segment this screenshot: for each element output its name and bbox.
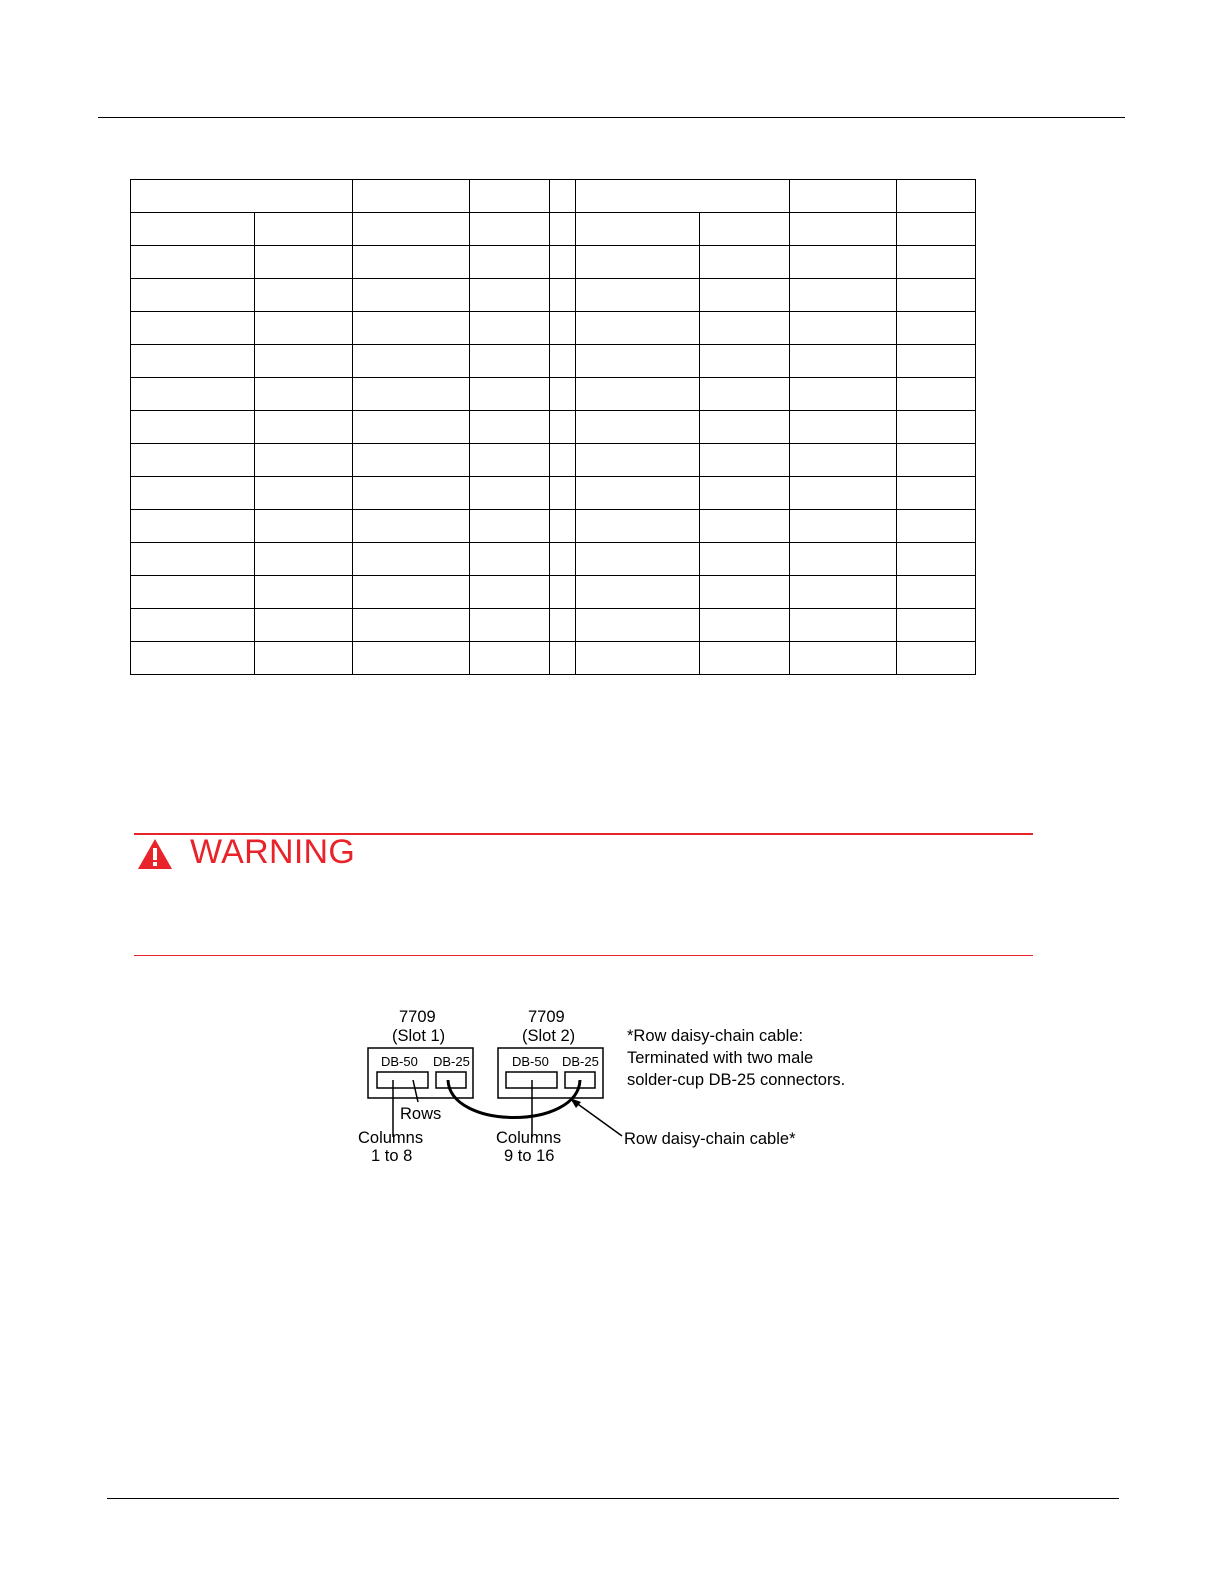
table-cell [255, 246, 353, 279]
table-row [131, 279, 976, 312]
table-cell [353, 543, 470, 576]
table-cell [700, 378, 790, 411]
table-cell [550, 312, 576, 345]
table-cell [255, 378, 353, 411]
table-cell [790, 246, 897, 279]
warning-title: WARNING [190, 833, 356, 871]
columns2-label-line2: 9 to 16 [504, 1147, 555, 1165]
table-cell [353, 180, 470, 213]
table-cell [255, 477, 353, 510]
table-cell [353, 609, 470, 642]
table-cell [897, 411, 976, 444]
module1-db25-label: DB-25 [433, 1054, 470, 1069]
table-cell [550, 609, 576, 642]
table-cell [131, 213, 255, 246]
columns1-label-line1: Columns [358, 1129, 424, 1147]
table-cell [700, 477, 790, 510]
table-cell [255, 213, 353, 246]
table-cell [353, 477, 470, 510]
table-cell [897, 477, 976, 510]
table-cell [790, 279, 897, 312]
table-row [131, 477, 976, 510]
table-cell [353, 510, 470, 543]
table-cell [353, 213, 470, 246]
table-row [131, 642, 976, 675]
table-cell [790, 180, 897, 213]
table-cell [470, 213, 550, 246]
table-cell [700, 642, 790, 675]
table-cell [700, 576, 790, 609]
table-cell [700, 609, 790, 642]
table-cell [790, 411, 897, 444]
table-cell [790, 642, 897, 675]
table-cell [470, 609, 550, 642]
module1-model: 7709 [399, 1008, 436, 1026]
cable-leader [575, 1102, 622, 1136]
table-cell [897, 543, 976, 576]
module1-db25-connector [436, 1072, 466, 1088]
table-cell [576, 213, 700, 246]
table-cell [790, 543, 897, 576]
table-cell [576, 312, 700, 345]
table-cell [790, 609, 897, 642]
table-cell [897, 609, 976, 642]
table-cell [700, 510, 790, 543]
table-cell [131, 279, 255, 312]
table-cell [897, 345, 976, 378]
table-cell [576, 180, 790, 213]
table-cell [790, 510, 897, 543]
module2-db25-label: DB-25 [562, 1054, 599, 1069]
table-cell [131, 345, 255, 378]
table-cell [470, 642, 550, 675]
table-cell [897, 378, 976, 411]
table-cell [255, 642, 353, 675]
table-cell [790, 312, 897, 345]
table-cell [550, 642, 576, 675]
table-cell [255, 345, 353, 378]
table-row [131, 543, 976, 576]
table-cell [131, 246, 255, 279]
table-cell [470, 246, 550, 279]
module2-db50-label: DB-50 [512, 1054, 549, 1069]
warning-bottom-rule [134, 955, 1033, 956]
table-cell [470, 345, 550, 378]
table-cell [353, 576, 470, 609]
pin-table [130, 179, 976, 675]
table-cell [255, 411, 353, 444]
table-row [131, 411, 976, 444]
table-cell [131, 444, 255, 477]
table-row [131, 444, 976, 477]
table-cell [470, 477, 550, 510]
table-cell [131, 609, 255, 642]
table-cell [255, 312, 353, 345]
table-cell [131, 411, 255, 444]
table-header-row [131, 213, 976, 246]
table-cell [897, 180, 976, 213]
table-cell [131, 312, 255, 345]
table-cell [576, 378, 700, 411]
table-cell [897, 279, 976, 312]
table-cell [353, 279, 470, 312]
table-cell [550, 477, 576, 510]
table-cell [700, 213, 790, 246]
table-cell [550, 279, 576, 312]
table-cell [790, 378, 897, 411]
footer-rule [107, 1498, 1119, 1499]
table-cell [470, 411, 550, 444]
module1-db50-connector [377, 1072, 428, 1088]
table-cell [576, 477, 700, 510]
table-cell [550, 576, 576, 609]
table-cell [131, 642, 255, 675]
table-cell [576, 246, 700, 279]
columns1-label-line2: 1 to 8 [371, 1147, 413, 1165]
table-cell [353, 642, 470, 675]
table-cell [576, 279, 700, 312]
table-cell [897, 213, 976, 246]
table-cell [790, 576, 897, 609]
table-cell [353, 444, 470, 477]
table-cell [550, 411, 576, 444]
module2-model: 7709 [528, 1008, 565, 1026]
table-cell [790, 444, 897, 477]
table-cell [576, 609, 700, 642]
table-cell [700, 279, 790, 312]
table-row [131, 609, 976, 642]
module1-slot: (Slot 1) [392, 1027, 446, 1045]
table-cell [576, 411, 700, 444]
table-row [131, 312, 976, 345]
table-cell [576, 510, 700, 543]
table-cell [470, 180, 550, 213]
cable-note-line2: Terminated with two male [627, 1049, 814, 1067]
table-cell [576, 576, 700, 609]
table-row [131, 510, 976, 543]
table-cell [550, 180, 576, 213]
table-row [131, 576, 976, 609]
cable-note-line3: solder-cup DB-25 connectors. [627, 1071, 846, 1089]
table-cell [700, 246, 790, 279]
table-cell [131, 378, 255, 411]
table-cell [131, 576, 255, 609]
table-cell [470, 378, 550, 411]
table-cell [700, 312, 790, 345]
table-cell [353, 378, 470, 411]
table-cell [700, 444, 790, 477]
cable-label: Row daisy-chain cable* [624, 1130, 796, 1148]
table-cell [790, 345, 897, 378]
table-cell [700, 543, 790, 576]
table-cell [353, 411, 470, 444]
table-cell [470, 444, 550, 477]
columns2-label-line1: Columns [496, 1129, 562, 1147]
table-cell [550, 246, 576, 279]
table-cell [131, 477, 255, 510]
table-cell [470, 510, 550, 543]
table-cell [897, 576, 976, 609]
table-cell [790, 213, 897, 246]
table-cell [255, 609, 353, 642]
table-cell [131, 543, 255, 576]
table-cell [576, 642, 700, 675]
table-cell [470, 576, 550, 609]
table-cell [897, 642, 976, 675]
cable-leader-arrowhead [570, 1098, 581, 1108]
table-cell [470, 279, 550, 312]
table-cell [131, 510, 255, 543]
table-cell [790, 477, 897, 510]
rows-label: Rows [400, 1105, 442, 1123]
connection-diagram [350, 1000, 890, 1180]
table-cell [550, 378, 576, 411]
table-cell [353, 312, 470, 345]
table-cell [255, 279, 353, 312]
table-cell [353, 246, 470, 279]
table-cell [550, 543, 576, 576]
table-cell [700, 345, 790, 378]
module1-db50-label: DB-50 [381, 1054, 418, 1069]
table-cell [550, 510, 576, 543]
table-row [131, 378, 976, 411]
table-row [131, 246, 976, 279]
table-cell [550, 345, 576, 378]
table-cell [353, 345, 470, 378]
table-cell [550, 213, 576, 246]
table-row [131, 345, 976, 378]
table-cell [576, 444, 700, 477]
table-cell [897, 510, 976, 543]
header-rule [98, 117, 1125, 118]
table-cell [255, 444, 353, 477]
table-cell [470, 312, 550, 345]
table-cell [550, 444, 576, 477]
warning-triangle-icon [137, 838, 173, 870]
table-cell [255, 510, 353, 543]
table-cell [897, 312, 976, 345]
table-cell [897, 444, 976, 477]
table-cell [131, 180, 353, 213]
table-cell [470, 543, 550, 576]
table-cell [700, 411, 790, 444]
table-cell [255, 543, 353, 576]
table-cell [255, 576, 353, 609]
table-header-row [131, 180, 976, 213]
table-cell [897, 246, 976, 279]
cable-note-line1: *Row daisy-chain cable: [627, 1027, 804, 1045]
table-cell [576, 345, 700, 378]
table-cell [576, 543, 700, 576]
module2-slot: (Slot 2) [522, 1027, 576, 1045]
